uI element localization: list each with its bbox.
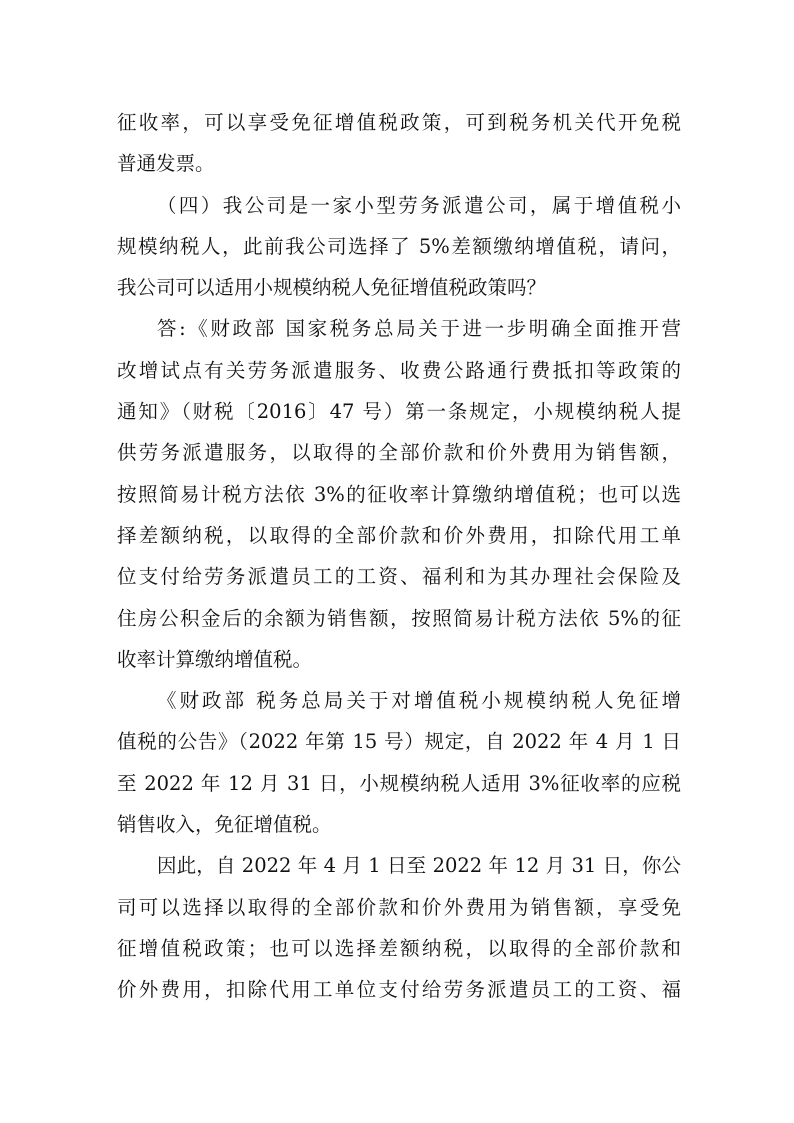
text-line: 我公司可以适用小规模纳税人免征增值税政策吗？ <box>117 276 547 300</box>
text-line: 普通发票。 <box>117 152 215 176</box>
paragraph-answer <box>117 308 681 680</box>
text-line: 答:《财政部 国家税务总局关于进一步明确全面推开营 <box>157 317 681 341</box>
text-line: 改增试点有关劳务派遣服务、收费公路通行费抵扣等政策的 <box>117 358 681 382</box>
text-line: 通知》（财税〔2016〕47 号）第一条规定，小规模纳税人提 <box>117 400 681 424</box>
text-line: 征增值税政策；也可以选择差额纳税，以取得的全部价款和 <box>117 936 681 960</box>
text-line: 位支付给劳务派遣员工的工资、福利和为其办理社会保险及 <box>117 565 681 589</box>
text-line: 征收率，可以享受免征增值税政策，可到税务机关代开免税 <box>117 111 681 134</box>
paragraph-continuation <box>117 102 681 185</box>
text-line: 司可以选择以取得的全部价款和价外费用为销售额，享受免 <box>117 895 681 919</box>
text-line: 价外费用，扣除代用工单位支付给劳务派遣员工的工资、福 <box>117 978 681 1002</box>
paragraph-question-4 <box>117 185 681 309</box>
text-line: 规模纳税人，此前我公司选择了 5%差额缴纳增值税，请问， <box>117 234 681 258</box>
text-line: 至 2022 年 12 月 31 日，小规模纳税人适用 3%征收率的应税 <box>117 771 681 795</box>
text-column <box>117 102 681 1011</box>
text-line: 销售收入，免征增值税。 <box>117 813 332 837</box>
paragraph-conclusion <box>117 845 681 1010</box>
text-line: 择差额纳税，以取得的全部价款和价外费用，扣除代用工单 <box>117 523 681 547</box>
text-line: 《财政部 税务总局关于对增值税小规模纳税人免征增 <box>157 689 681 713</box>
text-line: 收率计算缴纳增值税。 <box>117 647 313 671</box>
paragraph-announcement <box>117 680 681 845</box>
text-line: 按照简易计税方法依 3%的征收率计算缴纳增值税；也可以选 <box>117 482 681 506</box>
text-line: 住房公积金后的余额为销售额，按照简易计税方法依 5%的征 <box>117 606 681 630</box>
text-line: 值税的公告》（2022 年第 15 号）规定，自 2022 年 4 月 1 日 <box>117 730 681 754</box>
text-line: （四）我公司是一家小型劳务派遣公司，属于增值税小 <box>157 193 681 217</box>
text-line: 供劳务派遣服务，以取得的全部价款和价外费用为销售额， <box>117 441 681 465</box>
text-line: 因此，自 2022 年 4 月 1 日至 2022 年 12 月 31 日，你公 <box>157 854 681 878</box>
